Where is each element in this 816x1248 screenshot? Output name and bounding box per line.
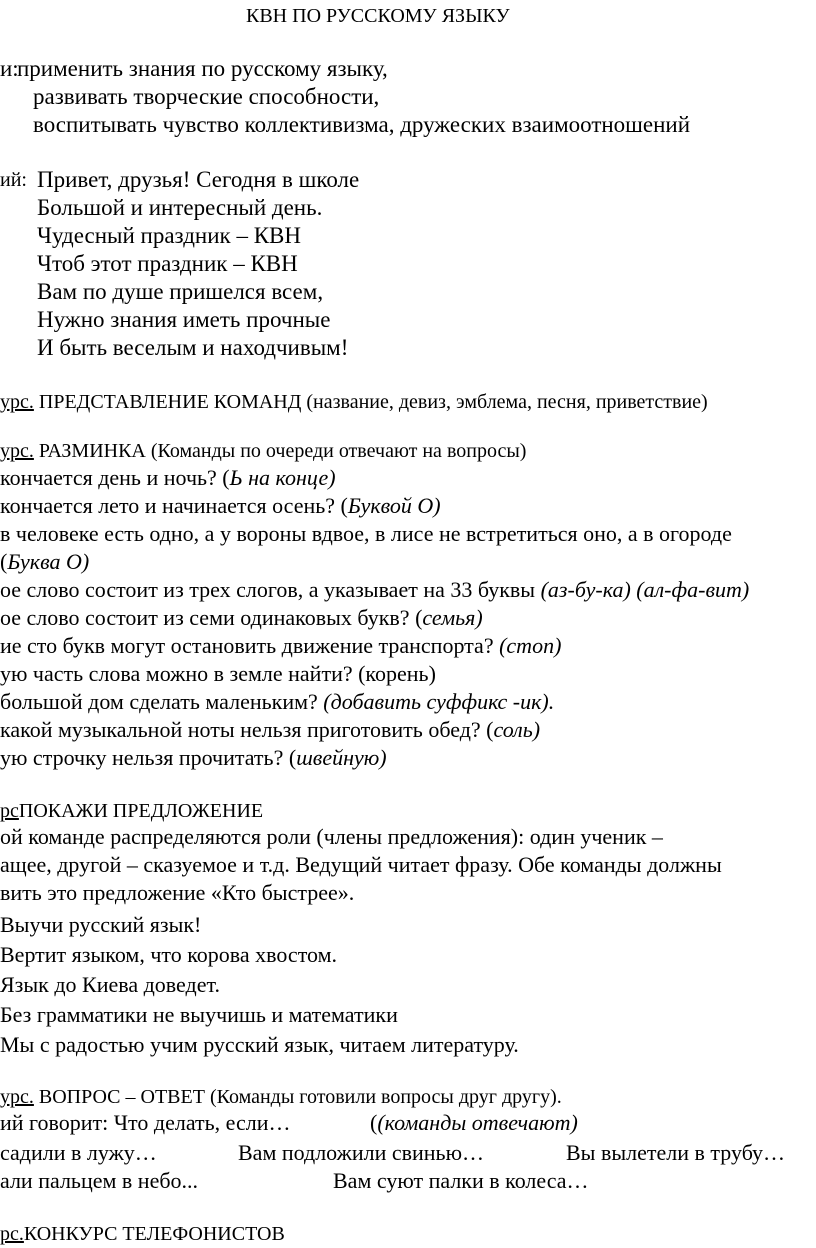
poem-line: Нужно знания иметь прочные [37, 307, 331, 332]
question-text: ую строчку нельзя прочитать? ( [0, 745, 297, 770]
poem-line: Вам по душе пришелся всем, [37, 279, 324, 304]
question-text: кончается лето и начинается осень? ( [0, 493, 348, 518]
question [0, 635, 561, 657]
question [0, 551, 89, 573]
question-text: ую часть слова можно в земле найти? (корень) [0, 661, 436, 686]
contest-description: ащее, другой – сказуемое и т.д. Ведущий читает фразу. Обе команды должны [0, 852, 722, 877]
poem-line: Большой и интересный день. [37, 195, 323, 220]
contest-1-heading [0, 392, 708, 412]
goal-line: развивать творческие способности, [33, 84, 380, 109]
contest-description: вить это предложение «Кто быстрее». [0, 880, 355, 905]
situation: садили в лужу… [0, 1140, 157, 1165]
question [0, 691, 554, 713]
contest-5-heading [0, 1224, 285, 1244]
question [0, 495, 441, 517]
poem-line: Чтоб этот праздник – КВН [37, 251, 298, 276]
answer-text: (команды отвечают) [377, 1110, 578, 1135]
contest-title: РАЗМИНКА (Команды по очереди отвечают на вопросы) [38, 440, 527, 462]
question [0, 523, 732, 545]
poem-line: Чудесный праздник – КВН [37, 223, 301, 248]
answer-text: (добавить суффикс -ик). [323, 689, 555, 714]
goal-line: применить знания по русскому языку, [17, 56, 388, 81]
question [0, 607, 483, 629]
contest-label: урс. [0, 1086, 34, 1108]
question [0, 663, 436, 685]
goal-line: воспитывать чувство коллективизма, дружеских взаимоотношений [33, 112, 691, 137]
sentence: Выучи русский язык! [0, 912, 202, 937]
sentence: Мы с радостью учим русский язык, читаем литературу. [0, 1032, 519, 1057]
answer-text: Буквой О) [347, 493, 441, 518]
answer-text: семья) [422, 605, 483, 630]
contest-intro: ий говорит: Что делать, если… [0, 1110, 291, 1135]
answer-text: Ь на конце) [229, 465, 336, 490]
host-label: ий: [0, 169, 27, 191]
contest-title: ПРЕДСТАВЛЕНИЕ КОМАНД (название, девиз, эмблема, песня, приветствие) [38, 391, 708, 413]
sentence: Вертит языком, что корова хвостом. [0, 942, 338, 967]
contest-title: ПОКАЖИ ПРЕДЛОЖЕНИЕ [18, 800, 264, 822]
question-text: ( [0, 549, 8, 574]
question-text: ое слово состоит из семи одинаковых букв? ( [0, 605, 423, 630]
question [0, 747, 387, 769]
sentence: Без грамматики не выучишь и математики [0, 1002, 398, 1027]
situation: Вам подложили свинью… [238, 1140, 485, 1165]
question-text: большой дом сделать маленьким? [0, 689, 324, 714]
answer-text: (стоп) [499, 633, 562, 658]
contest-label: рс [0, 800, 19, 822]
situation: Вы вылетели в трубу… [566, 1140, 786, 1165]
question [0, 719, 540, 741]
contest-intro-answer: ((команды отвечают) [370, 1110, 578, 1135]
question-text: какой музыкальной ноты нельзя приготовить обед? ( [0, 717, 494, 742]
situation: Вам суют палки в колеса… [333, 1168, 589, 1193]
poem-line: И быть веселым и находчивым! [37, 335, 349, 360]
page-title: КВН ПО РУССКОМУ ЯЗЫКУ [246, 5, 510, 27]
question [0, 467, 336, 489]
contest-label: урс. [0, 440, 34, 462]
contest-3-heading [0, 801, 263, 821]
answer-text: соль) [493, 717, 541, 742]
question-text: ие сто букв могут остановить движение транспорта? [0, 633, 500, 658]
goals-label: и: [0, 56, 19, 81]
question-text: кончается день и ночь? ( [0, 465, 230, 490]
answer-text: (аз-бу-ка) (ал-фа-вит) [540, 577, 750, 602]
contest-label: рс. [0, 1223, 24, 1245]
poem-line: Привет, друзья! Сегодня в школе [37, 167, 360, 192]
contest-description: ой команде распределяются роли (члены предложения): один ученик – [0, 824, 663, 849]
contest-title: КОНКУРС ТЕЛЕФОНИСТОВ [23, 1223, 285, 1245]
contest-title: ВОПРОС – ОТВЕТ (Команды готовили вопросы друг другу). [33, 1086, 562, 1108]
answer-text: швейную) [296, 745, 387, 770]
contest-2-heading [0, 441, 526, 461]
contest-label: урс. [0, 391, 34, 413]
question-text: ое слово состоит из трех слогов, а указывает на 33 буквы [0, 577, 541, 602]
answer-text: Буква О) [7, 549, 90, 574]
question-text: в человеке есть одно, а у вороны вдвое, в лисе не встретиться оно, а в огороде [0, 521, 732, 546]
sentence: Язык до Киева доведет. [0, 972, 220, 997]
situation: али пальцем в небо... [0, 1168, 199, 1193]
question [0, 579, 749, 601]
contest-4-heading [0, 1087, 562, 1107]
